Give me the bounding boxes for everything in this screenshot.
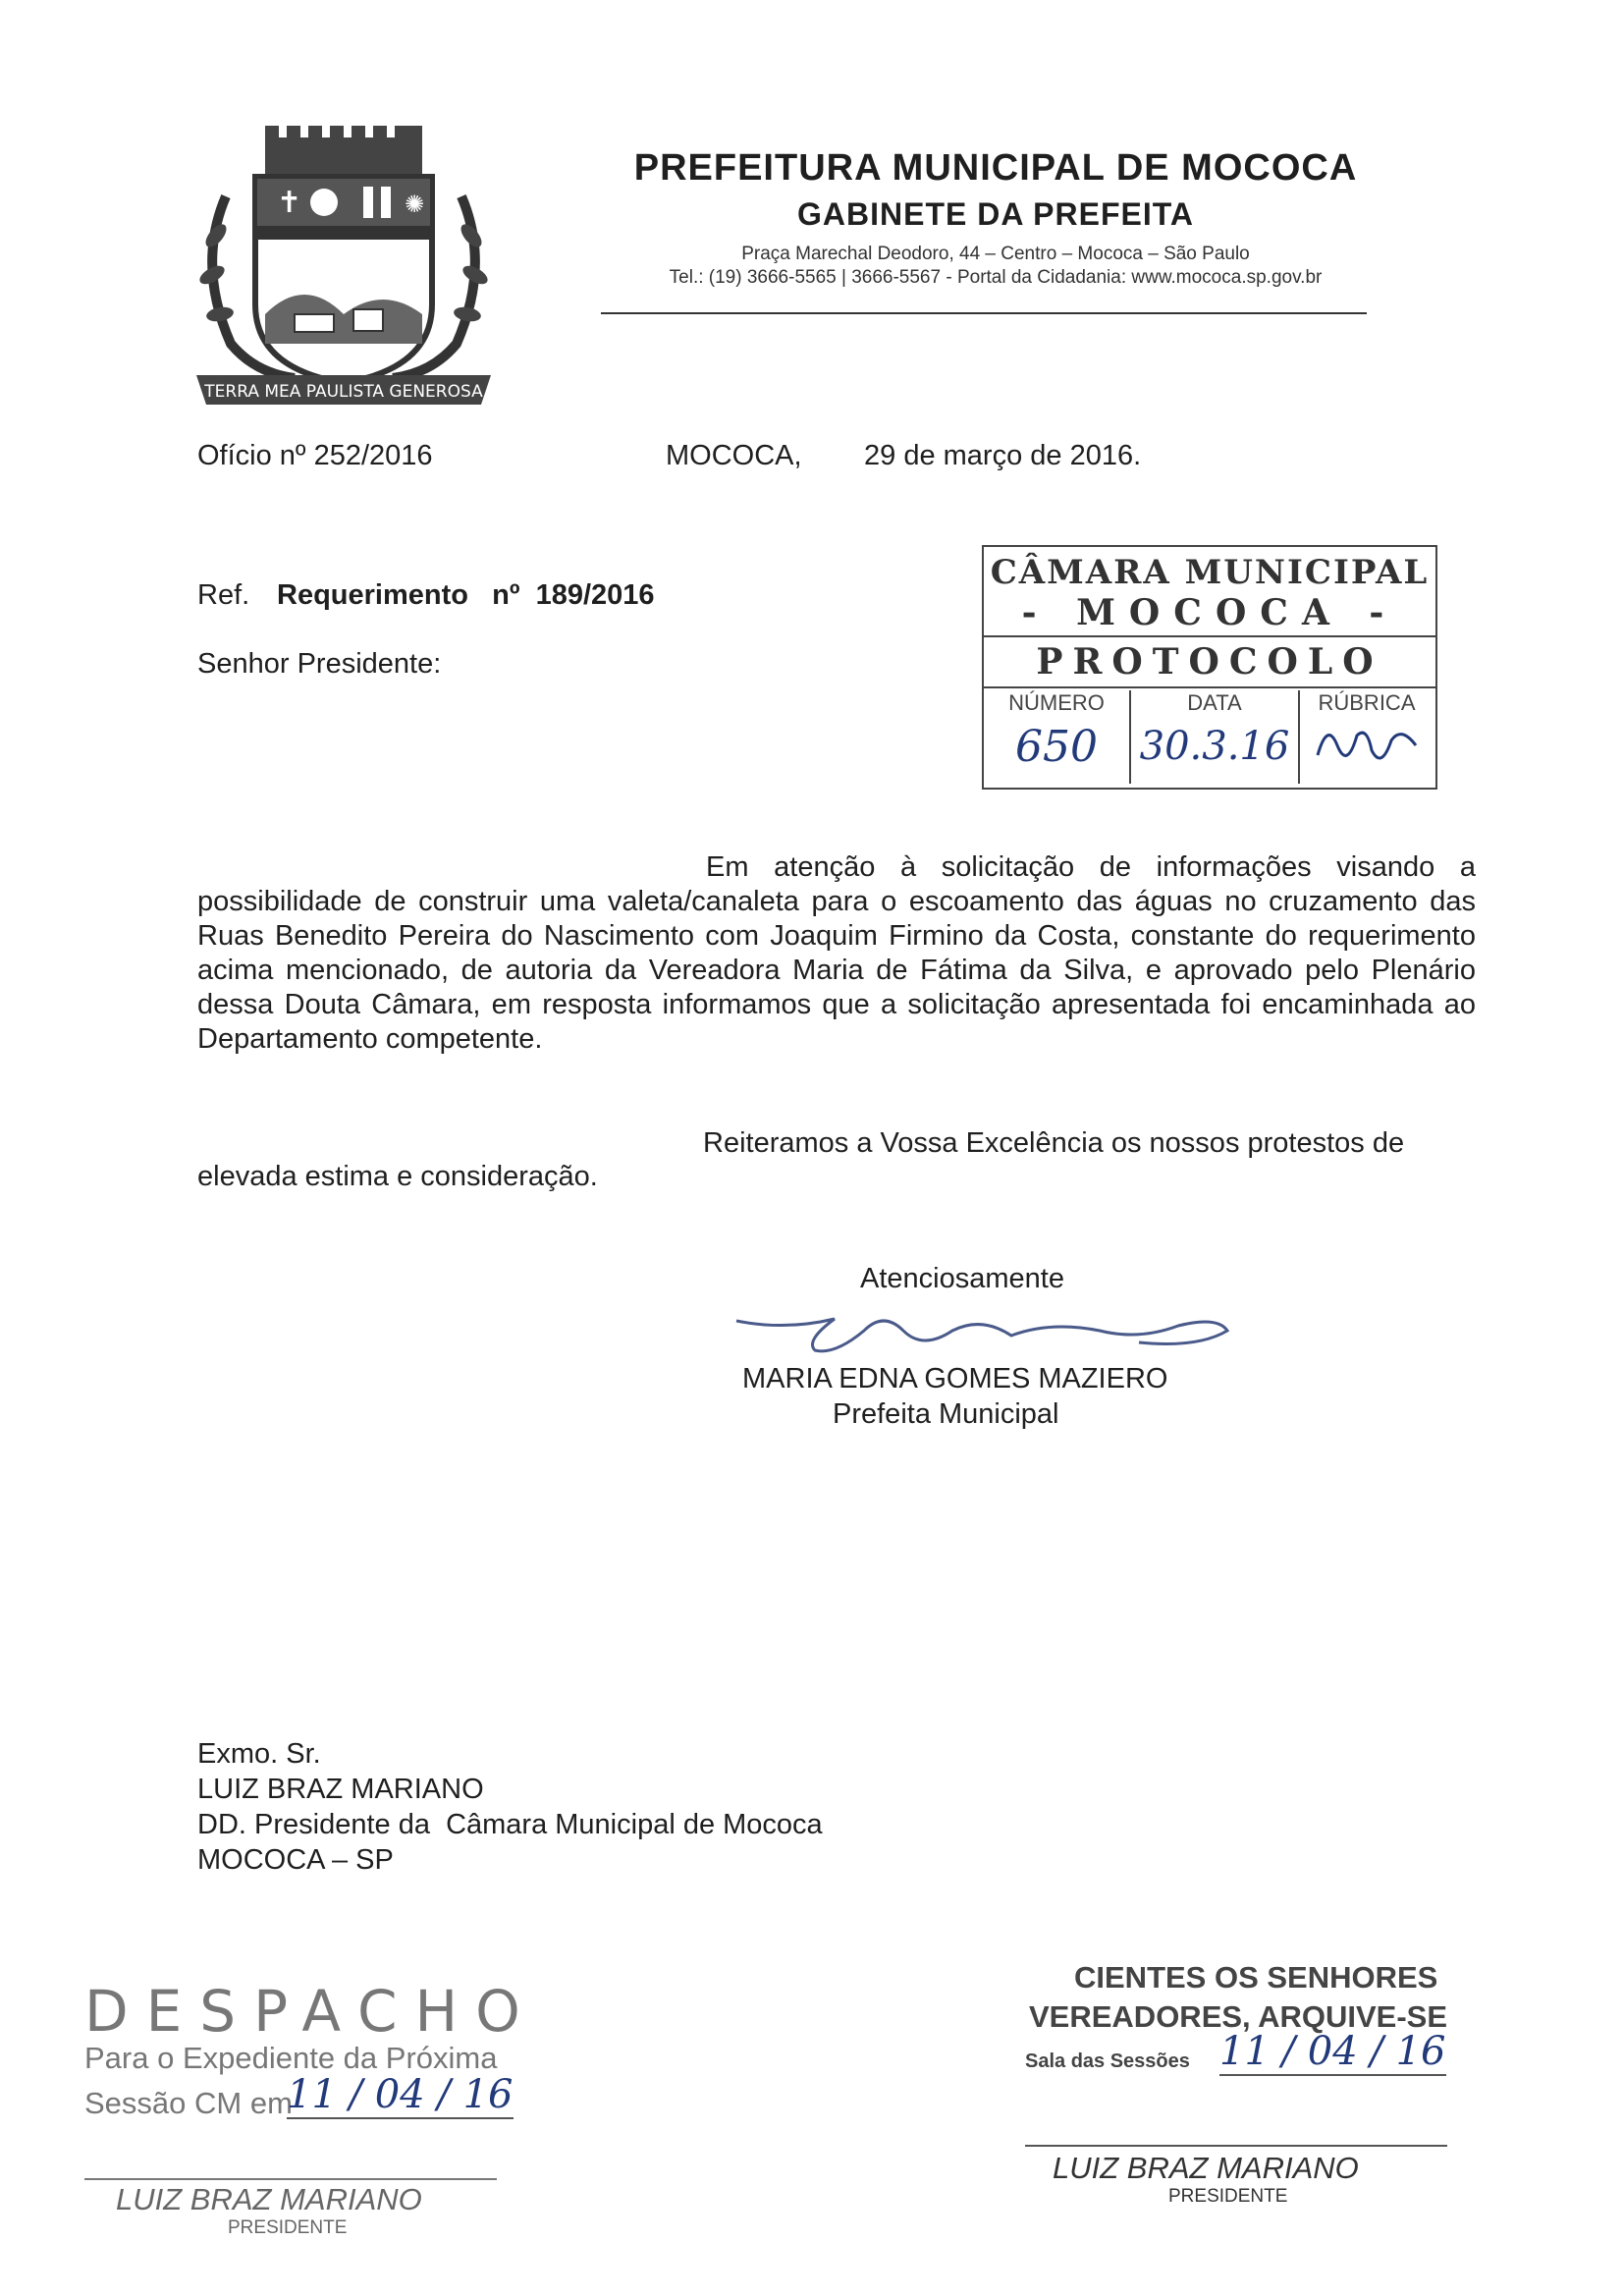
svg-text:✺: ✺ — [405, 191, 425, 218]
addressee-line2: LUIZ BRAZ MARIANO — [197, 1774, 484, 1805]
header-contact: Tel.: (19) 3666-5565 | 3666-5567 - Portal da Cidadania: www.mococa.sp.gov.br — [669, 267, 1323, 288]
protocol-stamp — [982, 545, 1437, 790]
header-subtitle: GABINETE DA PREFEITA — [796, 196, 1194, 232]
municipal-crest-icon — [187, 118, 501, 432]
letter-date: 29 de março de 2016. — [864, 440, 1142, 471]
despacho-stamp-title: DESPACHO — [84, 1978, 538, 2045]
protocol-col-rubrica-label: RÚBRICA — [1318, 690, 1416, 715]
signer-title: Prefeita Municipal — [833, 1398, 1059, 1430]
cientes-stamp-date: 11 / 04 / 16 — [1219, 2029, 1446, 2074]
salutation: Senhor Presidente: — [197, 648, 442, 680]
protocol-numero-value: 650 — [1015, 722, 1098, 772]
ref-label: Ref. — [197, 579, 250, 611]
cientes-stamp-line2: VEREADORES, ARQUIVE-SE — [1029, 1999, 1448, 2034]
signer-name: MARIA EDNA GOMES MAZIERO — [742, 1363, 1168, 1394]
despacho-stamp-name: LUIZ BRAZ MARIANO — [116, 2182, 422, 2216]
protocol-col-numero — [984, 690, 1131, 784]
body-paragraph-2-line2: elevada estima e consideração. — [197, 1161, 598, 1192]
protocol-stamp-line2: - MOCOCA - — [1021, 592, 1398, 633]
oficio-number: Ofício nº 252/2016 — [197, 440, 433, 471]
cientes-stamp-line1: CIENTES OS SENHORES — [1074, 1960, 1438, 1995]
despacho-stamp-line2: Sessão CM em — [84, 2086, 293, 2120]
addressee-line3: DD. Presidente da Câmara Municipal de Mococa — [197, 1809, 823, 1840]
header-title: PREFEITURA MUNICIPAL DE MOCOCA — [633, 147, 1358, 189]
addressee-line4: MOCOCA – SP — [197, 1844, 394, 1876]
body-paragraph-1: Em atenção à solicitação de informações visando a possibilidade de construir uma valeta/canaleta para o escoamento das águas no cruzamento das Ruas Benedito Pereira do Nascimento com Joaquim Firmino da Costa, constante do requerimento acima mencionado, de autoria da Vereadora Maria de Fátima da Silva, e aprovado pelo Plenário dessa Douta Câmara, em resposta informamos que a solicitação apresentada foi encaminhada ao Departamento competente. — [197, 851, 1476, 1055]
svg-text:TERRA MEA PAULISTA GENEROSA: TERRA MEA PAULISTA GENEROSA — [204, 382, 483, 402]
letter-place: MOCOCA, — [666, 440, 802, 471]
addressee-line1: Exmo. Sr. — [197, 1738, 321, 1770]
cientes-stamp-role: PRESIDENTE — [1168, 2186, 1288, 2207]
protocol-col-numero-label: NÚMERO — [1008, 690, 1105, 715]
protocol-stamp-line3: PROTOCOLO — [984, 635, 1435, 688]
protocol-col-data-label: DATA — [1187, 690, 1242, 715]
svg-text:✝: ✝ — [277, 186, 302, 220]
header-divider — [601, 312, 1367, 314]
cientes-stamp-name: LUIZ BRAZ MARIANO — [1053, 2151, 1359, 2185]
cientes-signature-line — [1025, 2145, 1447, 2147]
protocol-data-value: 30.3.16 — [1139, 724, 1290, 769]
despacho-stamp-date: 11 / 04 / 16 — [287, 2072, 514, 2117]
protocol-col-rubrica — [1300, 690, 1434, 784]
rubrica-signature-icon — [1308, 716, 1426, 775]
protocol-col-data — [1131, 690, 1300, 784]
protocol-stamp-line1: CÂMARA MUNICIPAL — [990, 553, 1430, 592]
body-paragraph-2-line1: Reiteramos a Vossa Excelência os nossos protestos de — [703, 1127, 1405, 1159]
ref-value: Requerimento nº 189/2016 — [277, 579, 655, 611]
cientes-stamp-line3: Sala das Sessões — [1025, 2050, 1190, 2072]
signature-icon — [727, 1301, 1237, 1360]
despacho-stamp-role: PRESIDENTE — [228, 2217, 348, 2238]
despacho-stamp-line1: Para o Expediente da Próxima — [84, 2041, 498, 2075]
despacho-signature-line — [84, 2178, 497, 2180]
header-address: Praça Marechal Deodoro, 44 – Centro – Mococa – São Paulo — [741, 244, 1250, 264]
closing: Atenciosamente — [860, 1263, 1064, 1294]
